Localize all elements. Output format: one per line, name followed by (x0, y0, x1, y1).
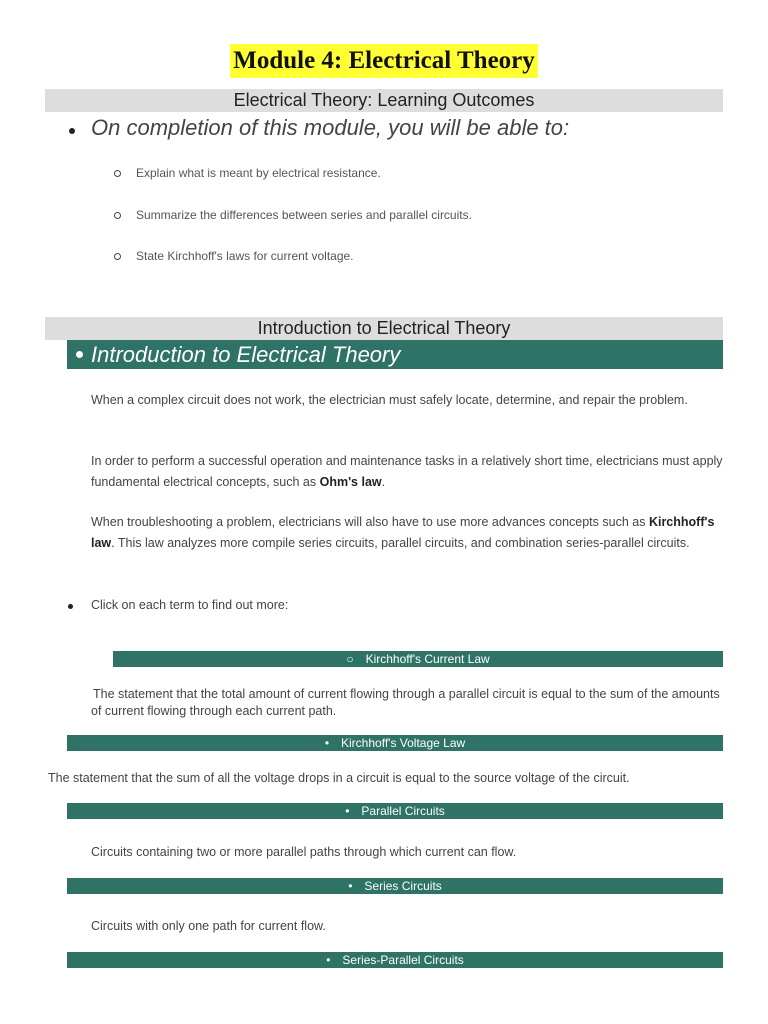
term-definition: The statement that the total amount of current flowing through a parallel circuit is equal to the sum of the amounts of current flowing through each current path. (91, 687, 720, 718)
page-title: Module 4: Electrical Theory (230, 44, 538, 78)
p3-text: When troubleshooting a problem, electricians will also have to use more advances concepts such as (91, 515, 649, 529)
bullet-icon: • (324, 736, 330, 750)
intro-paragraph-2 (91, 451, 723, 493)
term-definition: Circuits containing two or more parallel paths through which current can flow. (91, 845, 517, 859)
title-wrapper (0, 44, 768, 78)
term-series-circuits[interactable] (67, 878, 723, 894)
term-parallel-circuits[interactable] (67, 803, 723, 819)
p3-end: . This law analyzes more compile series circuits, parallel circuits, and combination series-parallel circuits. (111, 536, 690, 550)
intro-paragraph-3 (91, 512, 723, 554)
click-prompt: Click on each term to find out more: (91, 598, 289, 612)
outcome-item: State Kirchhoff's laws for current voltage. (136, 249, 354, 263)
circle-bullet-icon (114, 253, 121, 260)
p2-text: In order to perform a successful operation and maintenance tasks in a relatively short time, electricians must apply fundamental electrical concepts, such as (91, 454, 723, 489)
p2-end: . (381, 475, 386, 489)
introduction-banner-label: Introduction to Electrical Theory (91, 342, 401, 367)
outcome-item: Summarize the differences between series and parallel circuits. (136, 208, 472, 222)
bullet-icon: • (345, 804, 350, 818)
learning-outcomes-heading: Electrical Theory: Learning Outcomes (45, 89, 723, 112)
term-label: Parallel Circuits (361, 804, 445, 818)
introduction-heading: Introduction to Electrical Theory (45, 317, 723, 340)
term-label: Kirchhoff's Current Law (365, 652, 490, 666)
bullet-icon (69, 128, 75, 134)
term-definition: Circuits with only one path for current flow. (91, 919, 326, 933)
outcomes-lead: On completion of this module, you will be able to: (91, 115, 570, 140)
term-label: Series-Parallel Circuits (342, 953, 464, 967)
circle-bullet-icon: ○ (346, 652, 354, 666)
intro-paragraph-1: When a complex circuit does not work, the electrician must safely locate, determine, and repair the problem. (91, 393, 688, 407)
term-label: Kirchhoff's Voltage Law (341, 736, 466, 750)
introduction-banner (67, 340, 723, 369)
bullet-icon (76, 351, 83, 358)
ohms-law-term: Ohm's law (319, 475, 382, 489)
bullet-icon: • (348, 879, 353, 893)
bullet-icon: • (326, 953, 331, 967)
kirchhoffs-law-term: Kirchhoff's law (91, 515, 715, 550)
circle-bullet-icon (114, 212, 121, 219)
term-series-parallel-circuits[interactable] (67, 952, 723, 968)
term-definition: The statement that the sum of all the voltage drops in a circuit is equal to the source voltage of the circuit. (48, 771, 630, 785)
circle-bullet-icon (114, 170, 121, 177)
term-kirchhoffs-voltage-law[interactable] (67, 735, 723, 751)
term-label: Series Circuits (364, 879, 442, 893)
term-kirchhoffs-current-law[interactable] (113, 651, 723, 667)
bullet-icon (68, 604, 73, 609)
outcome-item: Explain what is meant by electrical resistance. (136, 166, 381, 180)
